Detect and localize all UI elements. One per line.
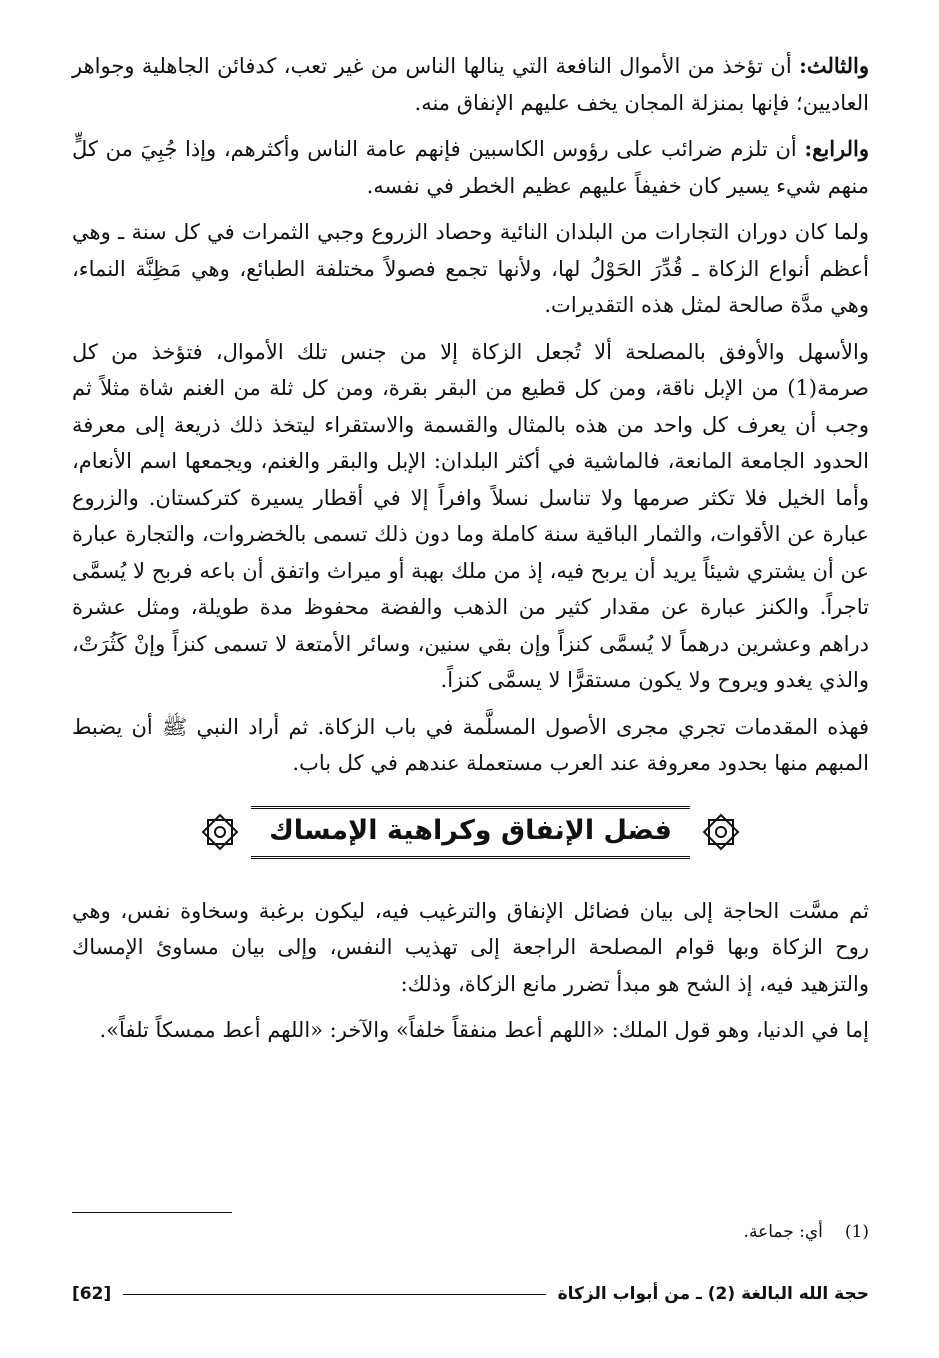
paragraph-text: فهذه المقدمات تجري مجرى الأصول المسلَّمة في باب الزكاة. ثم أراد النبي ﷺ أن يضبط المبهم منها بحدود معروفة عند العرب مستعملة عندهم في كل باب. xyxy=(72,714,869,775)
footer-book-title: حجة الله البالغة (2) ـ من أبواب الزكاة xyxy=(557,1284,869,1304)
footer-divider xyxy=(123,1294,545,1295)
footnote-text: أي: جماعة. xyxy=(743,1222,823,1242)
paragraph-text: ولما كان دوران التجارات من البلدان النائية وحصاد الزروع وجبي الثمرات في كل سنة ـ وهي أعظم أنواع الزكاة ـ قُدِّرَ الحَوْلُ لها، ولأنها تجمع فصولاً مختلفة الطبائع، وهي مَظِنَّة النماء، وهي مدَّة صالحة لمثل هذه التقديرات. xyxy=(72,220,869,317)
octagram-ornament-icon xyxy=(700,811,742,853)
paragraph-text: والأسهل والأوفق بالمصلحة ألا تُجعل الزكاة إلا من جنس تلك الأموال، فتؤخذ من كل صرمة(1) من الإبل ناقة، ومن كل قطيع من البقر بقرة، ومن كل ثلة من الغنم شاة مثلاً ثم وجب أن يعرف كل واحد من هذه بالمثال والقسمة والاستقراء ليتخذ ذلك ذريعة إلى معرفة الحدود الجامعة المانعة، فالماشية في أكثر البلدان: الإبل والبقر والغنم، ويجمعها اسم الأنعام، وأما الخيل فلا تكثر صرمها ولا تناسل نسلاً وافراً إلا في أقطار يسيرة كتركستان. والزروع عبارة عن الأقوات، والثمار الباقية سنة كاملة وما دون ذلك تسمى بالخضروات، والتجارة عبارة عن أن يشتري شيئاً يريد أن يربح فيه، إذ من ملك بهبة أو ميراث واتفق أن باعه فربح لا يُسمَّى تاجراً. والكنز عبارة عن مقدار كثير من الذهب والفضة محفوظ مدة طويلة، ومثل عشرة دراهم وعشرين درهماً لا يُسمَّى كنزاً وإن بقي سنين، وسائر الأمتعة لا تسمى كنزاً وإنْ كَثُرَتْ، والذي يغدو ويروح ولا يكون مستقرًّا لا يسمَّى كنزاً. xyxy=(72,339,869,692)
paragraph-text: أن تؤخذ من الأموال النافعة التي ينالها الناس من غير تعب، كدفائن الجاهلية وجواهر العاديين؛ فإنها بمنزلة المجان يخف عليهم الإنفاق منه. xyxy=(72,54,869,115)
paragraph-text: ثم مسَّت الحاجة إلى بيان فضائل الإنفاق والترغيب فيه، ليكون برغبة وسخاوة نفس، وهي روح الزكاة وبها قوام المصلحة الراجعة إلى تهذيب النفس، وإلى بيان مساوئ الإمساك والتزهيد فيه، إذ الشح هو مبدأ تضرر مانع الزكاة، وذلك: xyxy=(72,898,869,996)
footnote-number: (1) xyxy=(844,1222,869,1242)
octagram-ornament-icon xyxy=(199,811,241,853)
paragraph-spending xyxy=(72,893,869,1003)
page-footer xyxy=(72,1284,869,1304)
paragraph-categories xyxy=(72,334,869,699)
paragraph-third xyxy=(72,48,869,121)
footnote-divider xyxy=(72,1212,232,1213)
section-heading: فضل الإنفاق وكراهية الإمساك xyxy=(251,806,690,859)
paragraph-lead: والثالث: xyxy=(799,53,869,78)
paragraph-lead: والرابع: xyxy=(804,136,869,161)
page-number: [62] xyxy=(72,1284,112,1304)
footnote xyxy=(744,1222,869,1242)
section-heading-row xyxy=(72,806,869,859)
paragraph-year xyxy=(72,214,869,324)
paragraph-angel-saying xyxy=(72,1012,869,1049)
paragraph-fourth xyxy=(72,131,869,204)
paragraph-premises xyxy=(72,709,869,782)
paragraph-text: أن تلزم ضرائب على رؤوس الكاسبين فإنهم عامة الناس وأكثرهم، وإذا جُبِيَ من كلٍّ منهم شيء يسير كان خفيفاً عليهم عظيم الخطر في نفسه. xyxy=(72,137,869,198)
paragraph-text: إما في الدنيا، وهو قول الملك: «اللهم أعط منفقاً خلفاً» والآخر: «اللهم أعط ممسكاً تلفاً». xyxy=(99,1018,869,1042)
